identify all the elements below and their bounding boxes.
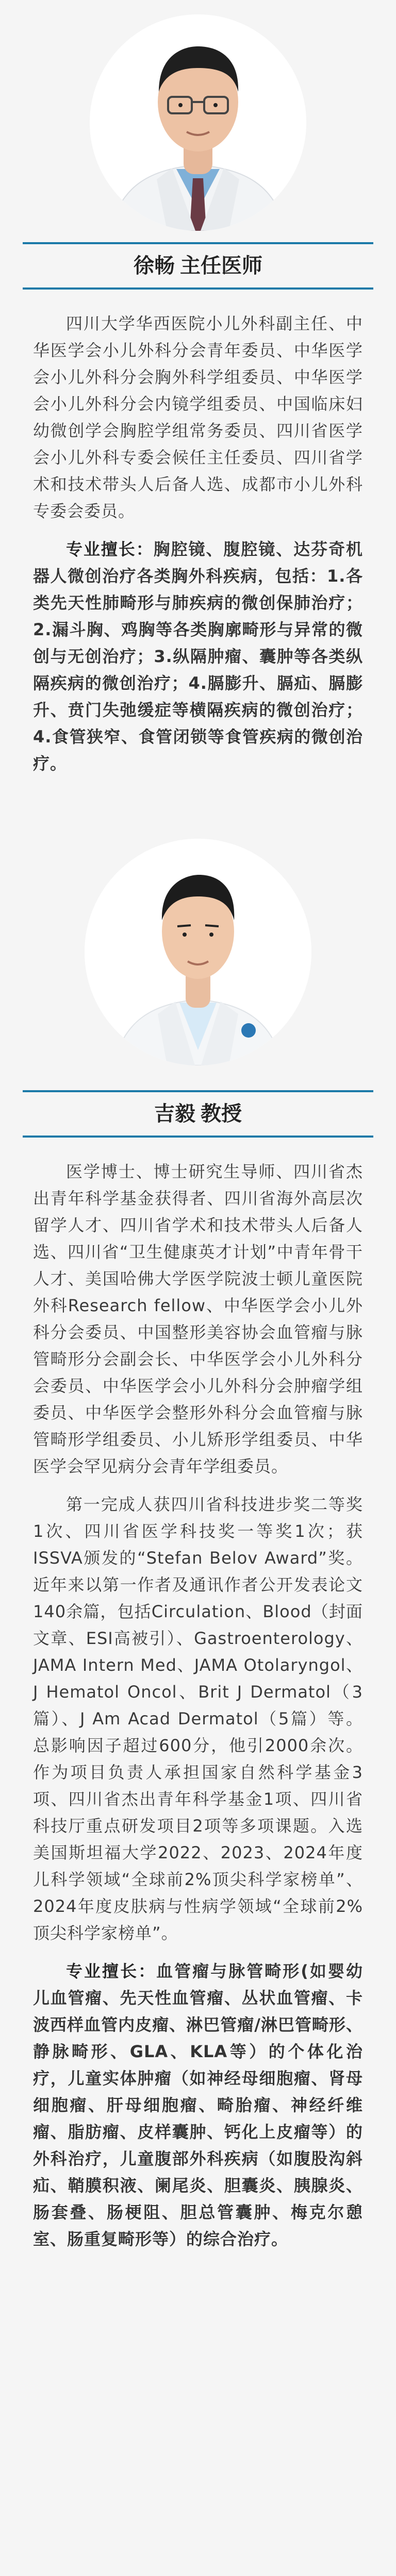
doctor-2-title: 教授 — [201, 1102, 242, 1126]
doctor-2-specialty-label: 专业擅长： — [66, 1961, 157, 1981]
doctor-2-specialty-paragraph — [33, 1958, 363, 2252]
doctor-2-specialty: 血管瘤与脉管畸形(如婴幼儿血管瘤、先天性血管瘤、丛状血管瘤、卡波西样血管内皮瘤、淋巴管瘤/淋巴管畸形、静脉畸形、GLA、KLA等）的个体化治疗，儿童实体肿瘤（如神经母细胞瘤、肾母细胞瘤、肝母细胞瘤、畸胎瘤、神经纤维瘤、脂肪瘤、皮样囊肿、钙化上皮瘤等）的外科治疗，儿童腹部外科疾病（如腹股沟斜疝、鞘膜积液、阑尾炎、胆囊炎、胰腺炎、肠套叠、肠梗阻、胆总管囊肿、梅克尔憩室、肠重复畸形等）的综合治疗。 — [33, 1961, 363, 2249]
doctor-2-section — [0, 839, 396, 2252]
doctor-1-name-line — [23, 252, 373, 279]
doctor-1-name-block — [23, 233, 373, 299]
doctor-2-bio-paragraph-1: 医学博士、博士研究生导师、四川省杰出青年科学基金获得者、四川省海外高层次留学人才、四川省学术和技术带头人后备人选、四川省“卫生健康英才计划”中青年骨干人才、美国哈佛大学医学院波士顿儿童医院外科Research fellow、中华医学会小儿外科分会委员、中国整形美容协会血管瘤与脉管畸形分会副会长、中华医学会小儿外科分会委员、中华医学会小儿外科分会肿瘤学组委员、中华医学会整形外科分会血管瘤与脉管畸形学组委员、小儿矫形学组委员、中华医学会罕见病分会青年学组委员。 — [33, 1162, 363, 1476]
doctor-1-bio-paragraph: 四川大学华西医院小儿外科副主任、中华医学会小儿外科分会青年委员、中华医学会小儿外科分会胸外科学组委员、中华医学会小儿外科分会内镜学组委员、中国临床妇幼微创学会胸腔学组常务委员、四川省医学会小儿外科专委会候任主任委员、四川省学术和技术带头人后备人选、成都市小儿外科专委会委员。 — [33, 314, 363, 521]
doctor-2-name: 吉毅 — [154, 1102, 195, 1126]
name-divider-top — [23, 242, 373, 244]
doctor-1-name: 徐畅 — [134, 254, 175, 278]
doctor-2-bio — [33, 1158, 363, 2252]
doctor-1-portrait — [90, 14, 306, 231]
doctor-1-specialty-paragraph — [33, 536, 363, 777]
doctor-2-name-line — [23, 1100, 373, 1127]
doctor-2-name-block — [23, 1081, 373, 1147]
doctor-1-bio — [33, 310, 363, 777]
doctor-1-title: 主任医师 — [180, 254, 262, 278]
name-divider-bottom — [23, 1136, 373, 1138]
doctor-1-specialty: 胸腔镜、腹腔镜、达芬奇机器人微创治疗各类胸外科疾病，包括：1.各类先天性肺畸形与肺疾病的微创保肺治疗；2.漏斗胸、鸡胸等各类胸廓畸形与异常的微创与无创治疗；3.纵隔肿瘤、囊肿等各类纵隔疾病的微创治疗；4.膈膨升、膈疝、膈膨升、贲门失弛缓症等横隔疾病的微创治疗；4.食管狭窄、食管闭锁等食管疾病的微创治疗。 — [33, 539, 363, 773]
doctor-1-section — [0, 0, 396, 777]
doctor-2-bio-paragraph-2: 第一完成人获四川省科技进步奖二等奖1次、四川省医学科技奖一等奖1次；获ISSVA颁发的“Stefan Belov Award”奖。近年来以第一作者及通讯作者公开发表论文140余篇，包括Circulation、Blood（封面文章、ESI高被引）、Gastroenterology、JAMA Intern Med、JAMA Otolaryngol、J Hematol Oncol、Brit J Dermatol（3篇）、J Am Acad Dermatol（5篇）等。总影响因子超过600分，他引2000余次。作为项目负责人承担国家自然科学基金3项、四川省杰出青年科学基金1项、四川省科技厅重点研发项目2项等多项课题。入选美国斯坦福大学2022、2023、2024年度儿科学领域“全球前2%顶尖科学家榜单”、2024年度皮肤病与性病学领域“全球前2%顶尖科学家榜单”。 — [33, 1495, 363, 1943]
doctor-2-portrait — [85, 839, 311, 1065]
name-divider-bottom — [23, 287, 373, 290]
doctor-2-photo — [85, 839, 311, 1065]
name-divider-top — [23, 1090, 373, 1092]
doctor-1-specialty-label: 专业擅长： — [66, 539, 154, 559]
doctor-1-photo — [90, 14, 306, 231]
